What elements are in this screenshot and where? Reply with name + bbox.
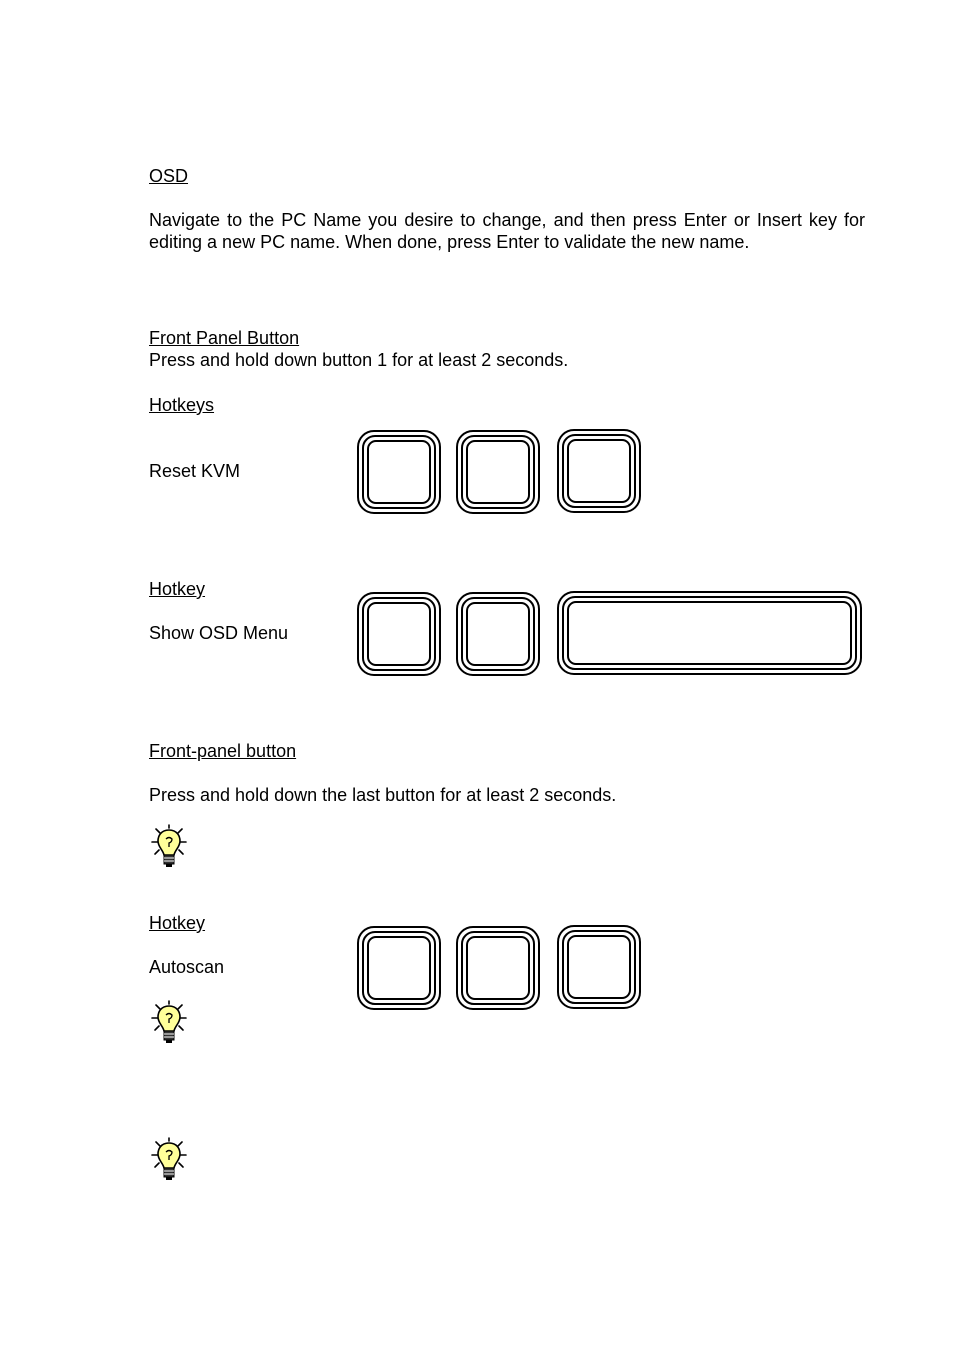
lightbulb-tip-icon (148, 1137, 190, 1183)
show-osd-label: Show OSD Menu (149, 623, 289, 643)
autoscan-heading: Hotkey (149, 913, 206, 933)
key-cap-wide (557, 591, 862, 675)
key-cap-3 (557, 429, 641, 513)
key-cap-2 (456, 592, 540, 676)
key-cap-2 (456, 430, 540, 514)
osd-paragraph: Navigate to the PC Name you desire to change, and then press Enter or Insert key for editing a new PC name. When done, press Enter to validate the new name. (149, 210, 865, 252)
key-cap-1 (357, 430, 441, 514)
front-panel-button-text: Press and hold down the last button for at least 2 seconds. (149, 785, 617, 805)
lightbulb-tip-icon (148, 1000, 190, 1046)
hotkeys-heading: Hotkeys (149, 395, 215, 415)
front-panel-text: Press and hold down button 1 for at least 2 seconds. (149, 350, 569, 370)
front-panel-button-heading: Front-panel button (149, 741, 297, 761)
lightbulb-tip-icon (148, 824, 190, 870)
front-panel-heading: Front Panel Button (149, 328, 300, 348)
key-cap-2 (456, 926, 540, 1010)
show-osd-heading: Hotkey (149, 579, 206, 599)
key-cap-1 (357, 592, 441, 676)
reset-kvm-label: Reset KVM (149, 461, 241, 481)
osd-heading: OSD (149, 166, 189, 186)
autoscan-label: Autoscan (149, 957, 225, 977)
key-cap-1 (357, 926, 441, 1010)
key-cap-3 (557, 925, 641, 1009)
